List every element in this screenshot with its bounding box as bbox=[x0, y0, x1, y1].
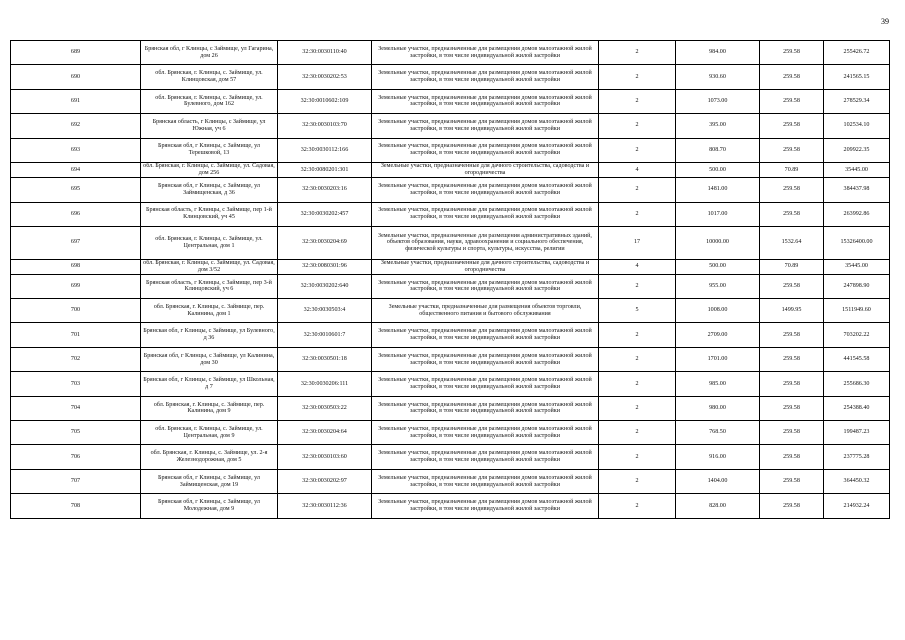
address-cell: Брянская обл, г Клинцы, с Займище, ул Булевного, д 36 bbox=[141, 323, 278, 347]
area-cell: 1017.00 bbox=[676, 202, 760, 226]
area-cell: 916.00 bbox=[676, 445, 760, 469]
address-cell: Брянская обл, г Клинцы, с Займище, ул Займищенская, д 36 bbox=[141, 178, 278, 202]
table-row bbox=[11, 226, 890, 259]
specific-value-cell: 259.58 bbox=[760, 396, 824, 420]
cadastral-number-cell: 32:30:0030206:111 bbox=[278, 372, 372, 396]
group-number-cell: 2 bbox=[599, 421, 676, 445]
cadastral-value-cell: 209922.35 bbox=[824, 138, 890, 162]
land-use-cell: Земельные участки, предназначенные для размещения домов малоэтажной жилой застройки, в том числе индивидуальной жилой застройки bbox=[372, 65, 599, 89]
address-cell: обл. Брянская, г. Клинцы, с. Займище, ул. Клинцовская, дом 57 bbox=[141, 65, 278, 89]
land-use-cell: Земельные участки, предназначенные для размещения объектов торговли, общественного питания и бытового обслуживания bbox=[372, 299, 599, 323]
specific-value-cell: 70.89 bbox=[760, 259, 824, 274]
cadastral-number-cell: 32:30:0030203:16 bbox=[278, 178, 372, 202]
row-number-cell: 692 bbox=[11, 114, 141, 138]
group-number-cell: 2 bbox=[599, 89, 676, 113]
land-use-cell: Земельные участки, предназначенные для размещения домов малоэтажной жилой застройки, в том числе индивидуальной жилой застройки bbox=[372, 323, 599, 347]
row-number-cell: 693 bbox=[11, 138, 141, 162]
land-use-cell: Земельные участки, предназначенные для размещения домов малоэтажной жилой застройки, в том числе индивидуальной жилой застройки bbox=[372, 89, 599, 113]
address-cell: обл. Брянская, г. Клинцы, с. Займище, ул. Центральная, дом 1 bbox=[141, 226, 278, 259]
area-cell: 1008.00 bbox=[676, 299, 760, 323]
area-cell: 955.00 bbox=[676, 274, 760, 298]
address-cell: Брянская обл, г Клинцы, с Займище, ул Школьная, д 7 bbox=[141, 372, 278, 396]
specific-value-cell: 259.58 bbox=[760, 274, 824, 298]
cadastral-value-cell: 384437.98 bbox=[824, 178, 890, 202]
cadastral-number-cell: 32:30:0030202:457 bbox=[278, 202, 372, 226]
cadastral-number-cell: 32:30:0030204:64 bbox=[278, 421, 372, 445]
specific-value-cell: 259.58 bbox=[760, 178, 824, 202]
land-use-cell: Земельные участки, предназначенные для размещения домов малоэтажной жилой застройки, в том числе индивидуальной жилой застройки bbox=[372, 274, 599, 298]
row-number-cell: 703 bbox=[11, 372, 141, 396]
row-number-cell: 690 bbox=[11, 65, 141, 89]
land-use-cell: Земельные участки, предназначенные для размещения домов малоэтажной жилой застройки, в том числе индивидуальной жилой застройки bbox=[372, 41, 599, 65]
land-use-cell: Земельные участки, предназначенные для размещения домов малоэтажной жилой застройки, в том числе индивидуальной жилой застройки bbox=[372, 396, 599, 420]
address-cell: обл. Брянская, г. Клинцы, с. Займище, ул. Центральная, дом 9 bbox=[141, 421, 278, 445]
cadastral-number-cell: 32:30:0030202:97 bbox=[278, 469, 372, 493]
row-number-cell: 699 bbox=[11, 274, 141, 298]
cadastral-value-cell: 441545.58 bbox=[824, 347, 890, 371]
table-row bbox=[11, 347, 890, 371]
land-use-cell: Земельные участки, предназначенные для размещения домов малоэтажной жилой застройки, в том числе индивидуальной жилой застройки bbox=[372, 372, 599, 396]
row-number-cell: 691 bbox=[11, 89, 141, 113]
cadastral-value-cell: 241565.15 bbox=[824, 65, 890, 89]
cadastral-number-cell: 32:30:0030103:70 bbox=[278, 114, 372, 138]
area-cell: 828.00 bbox=[676, 494, 760, 518]
cadastral-value-cell: 35445.00 bbox=[824, 259, 890, 274]
specific-value-cell: 259.58 bbox=[760, 494, 824, 518]
group-number-cell: 2 bbox=[599, 178, 676, 202]
group-number-cell: 2 bbox=[599, 65, 676, 89]
table-row bbox=[11, 323, 890, 347]
specific-value-cell: 1499.95 bbox=[760, 299, 824, 323]
address-cell: обл. Брянская, г. Клинцы, с. Займище, пер. Калинина, дом 9 bbox=[141, 396, 278, 420]
address-cell: Брянская обл, г Клинцы, с Займище, ул Займищенская, дом 19 bbox=[141, 469, 278, 493]
land-use-cell: Земельные участки, предназначенные для размещения домов малоэтажной жилой застройки, в том числе индивидуальной жилой застройки bbox=[372, 202, 599, 226]
cadastral-number-cell: 32:30:0080201:301 bbox=[278, 162, 372, 177]
row-number-cell: 697 bbox=[11, 226, 141, 259]
cadastral-value-cell: 199487.23 bbox=[824, 421, 890, 445]
specific-value-cell: 259.58 bbox=[760, 469, 824, 493]
table-row bbox=[11, 89, 890, 113]
specific-value-cell: 259.58 bbox=[760, 41, 824, 65]
area-cell: 1404.00 bbox=[676, 469, 760, 493]
cadastral-value-cell: 255686.30 bbox=[824, 372, 890, 396]
cadastral-number-cell: 32:30:0080301:96 bbox=[278, 259, 372, 274]
row-number-cell: 704 bbox=[11, 396, 141, 420]
specific-value-cell: 259.58 bbox=[760, 138, 824, 162]
row-number-cell: 694 bbox=[11, 162, 141, 177]
row-number-cell: 695 bbox=[11, 178, 141, 202]
land-use-cell: Земельные участки, предназначенные для размещения домов малоэтажной жилой застройки, в том числе индивидуальной жилой застройки bbox=[372, 114, 599, 138]
row-number-cell: 707 bbox=[11, 469, 141, 493]
area-cell: 1481.00 bbox=[676, 178, 760, 202]
cadastral-value-cell: 255426.72 bbox=[824, 41, 890, 65]
table-row bbox=[11, 274, 890, 298]
area-cell: 10000.00 bbox=[676, 226, 760, 259]
land-use-cell: Земельные участки, предназначенные для размещения домов малоэтажной жилой застройки, в том числе индивидуальной жилой застройки bbox=[372, 494, 599, 518]
land-use-cell: Земельные участки, предназначенные для размещения домов малоэтажной жилой застройки, в том числе индивидуальной жилой застройки bbox=[372, 469, 599, 493]
address-cell: Брянская область, г Клинцы, с Займище, ул Южная, уч 6 bbox=[141, 114, 278, 138]
group-number-cell: 2 bbox=[599, 274, 676, 298]
cadastral-value-cell: 237775.28 bbox=[824, 445, 890, 469]
row-number-cell: 696 bbox=[11, 202, 141, 226]
row-number-cell: 705 bbox=[11, 421, 141, 445]
table-row bbox=[11, 494, 890, 518]
address-cell: Брянская область, г Клинцы, с Займище, пер 3-й Клинцовский, уч 6 bbox=[141, 274, 278, 298]
area-cell: 930.60 bbox=[676, 65, 760, 89]
page-number: 39 bbox=[881, 17, 889, 26]
specific-value-cell: 259.58 bbox=[760, 89, 824, 113]
address-cell: обл. Брянская, г. Клинцы, с. Займище, пер. Калинина, дом 1 bbox=[141, 299, 278, 323]
row-number-cell: 700 bbox=[11, 299, 141, 323]
specific-value-cell: 259.58 bbox=[760, 202, 824, 226]
address-cell: обл. Брянская, г. Клинцы, с. Займище, ул. Булевного, дом 162 bbox=[141, 89, 278, 113]
specific-value-cell: 259.58 bbox=[760, 323, 824, 347]
specific-value-cell: 259.58 bbox=[760, 65, 824, 89]
table-row bbox=[11, 396, 890, 420]
specific-value-cell: 259.58 bbox=[760, 445, 824, 469]
address-cell: обл. Брянская, г. Клинцы, с. Займище, ул. Садовая, дом 3/52 bbox=[141, 259, 278, 274]
cadastral-value-cell: 703202.22 bbox=[824, 323, 890, 347]
cadastral-value-cell: 254388.40 bbox=[824, 396, 890, 420]
table-row bbox=[11, 299, 890, 323]
land-use-cell: Земельные участки, предназначенные для размещения домов малоэтажной жилой застройки, в том числе индивидуальной жилой застройки bbox=[372, 138, 599, 162]
cadastral-number-cell: 32:30:0030112:36 bbox=[278, 494, 372, 518]
cadastral-number-cell: 32:30:0030110:40 bbox=[278, 41, 372, 65]
cadastral-number-cell: 32:30:0030202:53 bbox=[278, 65, 372, 89]
land-use-cell: Земельные участки, предназначенные для дачного строительства, садоводства и огородничества bbox=[372, 162, 599, 177]
land-use-cell: Земельные участки, предназначенные для размещения административных зданий, объектов образования, науки, здравоохранения и социального обеспечения, физической культуры и спорта, культуры, искусства, религии bbox=[372, 226, 599, 259]
cadastral-valuation-table-container bbox=[10, 40, 889, 519]
specific-value-cell: 259.58 bbox=[760, 421, 824, 445]
cadastral-value-cell: 102534.10 bbox=[824, 114, 890, 138]
group-number-cell: 4 bbox=[599, 162, 676, 177]
address-cell: обл. Брянская, г. Клинцы, с. Займище, ул. 2-я Железнодорожная, дом 5 bbox=[141, 445, 278, 469]
cadastral-number-cell: 32:30:0030103:60 bbox=[278, 445, 372, 469]
group-number-cell: 17 bbox=[599, 226, 676, 259]
table-row bbox=[11, 421, 890, 445]
table-row bbox=[11, 202, 890, 226]
area-cell: 984.00 bbox=[676, 41, 760, 65]
address-cell: Брянская обл, г Клинцы, с Займище, ул Терешковой, 13 bbox=[141, 138, 278, 162]
area-cell: 985.00 bbox=[676, 372, 760, 396]
group-number-cell: 4 bbox=[599, 259, 676, 274]
table-row bbox=[11, 138, 890, 162]
cadastral-number-cell: 32:30:0030202:640 bbox=[278, 274, 372, 298]
specific-value-cell: 259.58 bbox=[760, 372, 824, 396]
group-number-cell: 5 bbox=[599, 299, 676, 323]
cadastral-number-cell: 32:30:0030503:22 bbox=[278, 396, 372, 420]
row-number-cell: 689 bbox=[11, 41, 141, 65]
group-number-cell: 2 bbox=[599, 396, 676, 420]
table-row bbox=[11, 445, 890, 469]
specific-value-cell: 1532.64 bbox=[760, 226, 824, 259]
row-number-cell: 698 bbox=[11, 259, 141, 274]
table-row bbox=[11, 41, 890, 65]
table-row bbox=[11, 114, 890, 138]
table-row bbox=[11, 65, 890, 89]
address-cell: Брянская обл, г Клинцы, с Займище, ул Калинина, дом 30 bbox=[141, 347, 278, 371]
land-use-cell: Земельные участки, предназначенные для размещения домов малоэтажной жилой застройки, в том числе индивидуальной жилой застройки bbox=[372, 178, 599, 202]
group-number-cell: 2 bbox=[599, 114, 676, 138]
cadastral-value-cell: 1511949.60 bbox=[824, 299, 890, 323]
cadastral-number-cell: 32:30:0030503:4 bbox=[278, 299, 372, 323]
group-number-cell: 2 bbox=[599, 323, 676, 347]
table-body bbox=[11, 41, 890, 519]
group-number-cell: 2 bbox=[599, 41, 676, 65]
land-use-cell: Земельные участки, предназначенные для размещения домов малоэтажной жилой застройки, в том числе индивидуальной жилой застройки bbox=[372, 347, 599, 371]
cadastral-value-cell: 15326400.00 bbox=[824, 226, 890, 259]
area-cell: 808.70 bbox=[676, 138, 760, 162]
area-cell: 500.00 bbox=[676, 162, 760, 177]
cadastral-value-cell: 247898.90 bbox=[824, 274, 890, 298]
specific-value-cell: 259.58 bbox=[760, 347, 824, 371]
group-number-cell: 2 bbox=[599, 202, 676, 226]
cadastral-value-cell: 278529.34 bbox=[824, 89, 890, 113]
area-cell: 768.50 bbox=[676, 421, 760, 445]
land-use-cell: Земельные участки, предназначенные для размещения домов малоэтажной жилой застройки, в том числе индивидуальной жилой застройки bbox=[372, 445, 599, 469]
table-row bbox=[11, 259, 890, 274]
area-cell: 2709.00 bbox=[676, 323, 760, 347]
cadastral-number-cell: 32:30:0010602:109 bbox=[278, 89, 372, 113]
specific-value-cell: 70.89 bbox=[760, 162, 824, 177]
table-row bbox=[11, 178, 890, 202]
group-number-cell: 2 bbox=[599, 347, 676, 371]
address-cell: Брянская обл, г Клинцы, с Займище, ул Молодежная, дом 9 bbox=[141, 494, 278, 518]
group-number-cell: 2 bbox=[599, 494, 676, 518]
cadastral-valuation-table bbox=[10, 40, 890, 519]
group-number-cell: 2 bbox=[599, 445, 676, 469]
address-cell: Брянская обл, г Клинцы, с Займище, ул Гагарина, дом 26 bbox=[141, 41, 278, 65]
row-number-cell: 701 bbox=[11, 323, 141, 347]
table-row bbox=[11, 162, 890, 177]
cadastral-number-cell: 32:30:0010601:7 bbox=[278, 323, 372, 347]
area-cell: 1701.00 bbox=[676, 347, 760, 371]
area-cell: 980.00 bbox=[676, 396, 760, 420]
cadastral-number-cell: 32:30:0030501:18 bbox=[278, 347, 372, 371]
address-cell: Брянская область, г Клинцы, с Займище, пер 1-й Клинцовский, уч 45 bbox=[141, 202, 278, 226]
land-use-cell: Земельные участки, предназначенные для дачного строительства, садоводства и огородничества bbox=[372, 259, 599, 274]
cadastral-value-cell: 214932.24 bbox=[824, 494, 890, 518]
cadastral-value-cell: 35445.00 bbox=[824, 162, 890, 177]
cadastral-value-cell: 364450.32 bbox=[824, 469, 890, 493]
row-number-cell: 702 bbox=[11, 347, 141, 371]
specific-value-cell: 259.58 bbox=[760, 114, 824, 138]
cadastral-value-cell: 263992.86 bbox=[824, 202, 890, 226]
cadastral-number-cell: 32:30:0030112:166 bbox=[278, 138, 372, 162]
area-cell: 395.00 bbox=[676, 114, 760, 138]
row-number-cell: 706 bbox=[11, 445, 141, 469]
land-use-cell: Земельные участки, предназначенные для размещения домов малоэтажной жилой застройки, в том числе индивидуальной жилой застройки bbox=[372, 421, 599, 445]
group-number-cell: 2 bbox=[599, 469, 676, 493]
table-row bbox=[11, 469, 890, 493]
address-cell: обл. Брянская, г. Клинцы, с. Займище, ул. Садовая, дом 256 bbox=[141, 162, 278, 177]
area-cell: 1073.00 bbox=[676, 89, 760, 113]
row-number-cell: 708 bbox=[11, 494, 141, 518]
area-cell: 500.00 bbox=[676, 259, 760, 274]
group-number-cell: 2 bbox=[599, 372, 676, 396]
group-number-cell: 2 bbox=[599, 138, 676, 162]
table-row bbox=[11, 372, 890, 396]
cadastral-number-cell: 32:30:0030204:69 bbox=[278, 226, 372, 259]
